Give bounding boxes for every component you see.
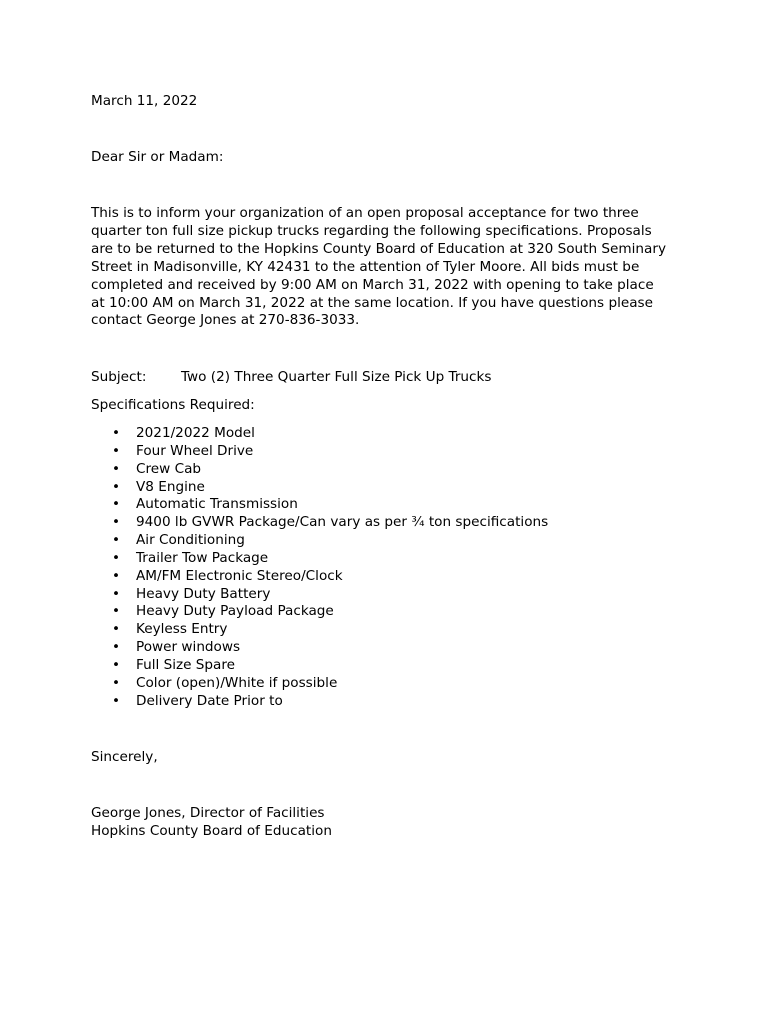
specifications-heading: Specifications Required: <box>91 397 255 413</box>
bullet-icon: • <box>112 460 121 477</box>
list-item-text: AM/FM Electronic Stereo/Clock <box>136 567 343 584</box>
list-item-text: Four Wheel Drive <box>136 442 254 459</box>
signature-name: George Jones, Director of Facilities <box>91 805 325 821</box>
bullet-icon: • <box>112 478 121 495</box>
bullet-icon: • <box>112 442 121 459</box>
bullet-icon: • <box>112 621 121 638</box>
list-item-text: V8 Engine <box>136 478 205 495</box>
bullet-icon: • <box>112 656 121 673</box>
list-item-text: Power windows <box>136 639 241 656</box>
bullet-icon: • <box>112 585 121 602</box>
list-item-text: Color (open)/White if possible <box>136 674 338 691</box>
bullet-icon: • <box>112 496 121 513</box>
body-line: Street in Madisonville, KY 42431 to the attention of Tyler Moore. All bids must be <box>91 258 640 275</box>
bullet-icon: • <box>112 639 121 656</box>
body-line: quarter ton full size pickup trucks regarding the following specifications. Proposals <box>91 222 652 239</box>
signature-organization: Hopkins County Board of Education <box>91 822 332 839</box>
letter-closing: Sincerely, <box>91 749 158 765</box>
list-item-text: Automatic Transmission <box>136 496 298 513</box>
list-item-text: Crew Cab <box>136 460 202 477</box>
body-line: contact George Jones at 270-836-3033. <box>91 312 360 329</box>
bullet-icon: • <box>112 425 121 441</box>
signature-block <box>91 805 332 840</box>
body-line: This is to inform your organization of an open proposal acceptance for two three <box>91 205 639 221</box>
list-item-text: Full Size Spare <box>136 656 236 673</box>
bullet-icon: • <box>112 549 121 566</box>
bullet-icon: • <box>112 567 121 584</box>
bullet-icon: • <box>112 603 121 620</box>
list-item-text: Heavy Duty Battery <box>136 585 271 602</box>
bullet-icon: • <box>112 514 121 531</box>
body-line: at 10:00 AM on March 31, 2022 at the same location. If you have questions please <box>91 294 653 311</box>
bullet-icon: • <box>112 692 121 709</box>
subject-line <box>91 369 491 385</box>
list-item-text: Keyless Entry <box>136 621 228 638</box>
body-line: completed and received by 9:00 AM on March 31, 2022 with opening to take place <box>91 276 654 293</box>
letter-greeting: Dear Sir or Madam: <box>91 149 224 165</box>
bullet-icon: • <box>112 674 121 691</box>
list-item-text: Delivery Date Prior to <box>136 692 283 709</box>
list-item-text: 9400 lb GVWR Package/Can vary as per ¾ ton specifications <box>136 514 549 531</box>
list-item-text: Air Conditioning <box>136 532 245 549</box>
subject-label: Subject: <box>91 369 147 385</box>
list-item-text: Trailer Tow Package <box>136 549 269 566</box>
list-item-text: Heavy Duty Payload Package <box>136 603 334 620</box>
letter-body <box>91 205 691 330</box>
bullet-icon: • <box>112 532 121 549</box>
letter-date: March 11, 2022 <box>91 93 198 109</box>
subject-text: Two (2) Three Quarter Full Size Pick Up Trucks <box>181 369 492 385</box>
body-line: are to be returned to the Hopkins County Board of Education at 320 South Seminary <box>91 240 666 257</box>
list-item-text: 2021/2022 Model <box>136 425 255 441</box>
